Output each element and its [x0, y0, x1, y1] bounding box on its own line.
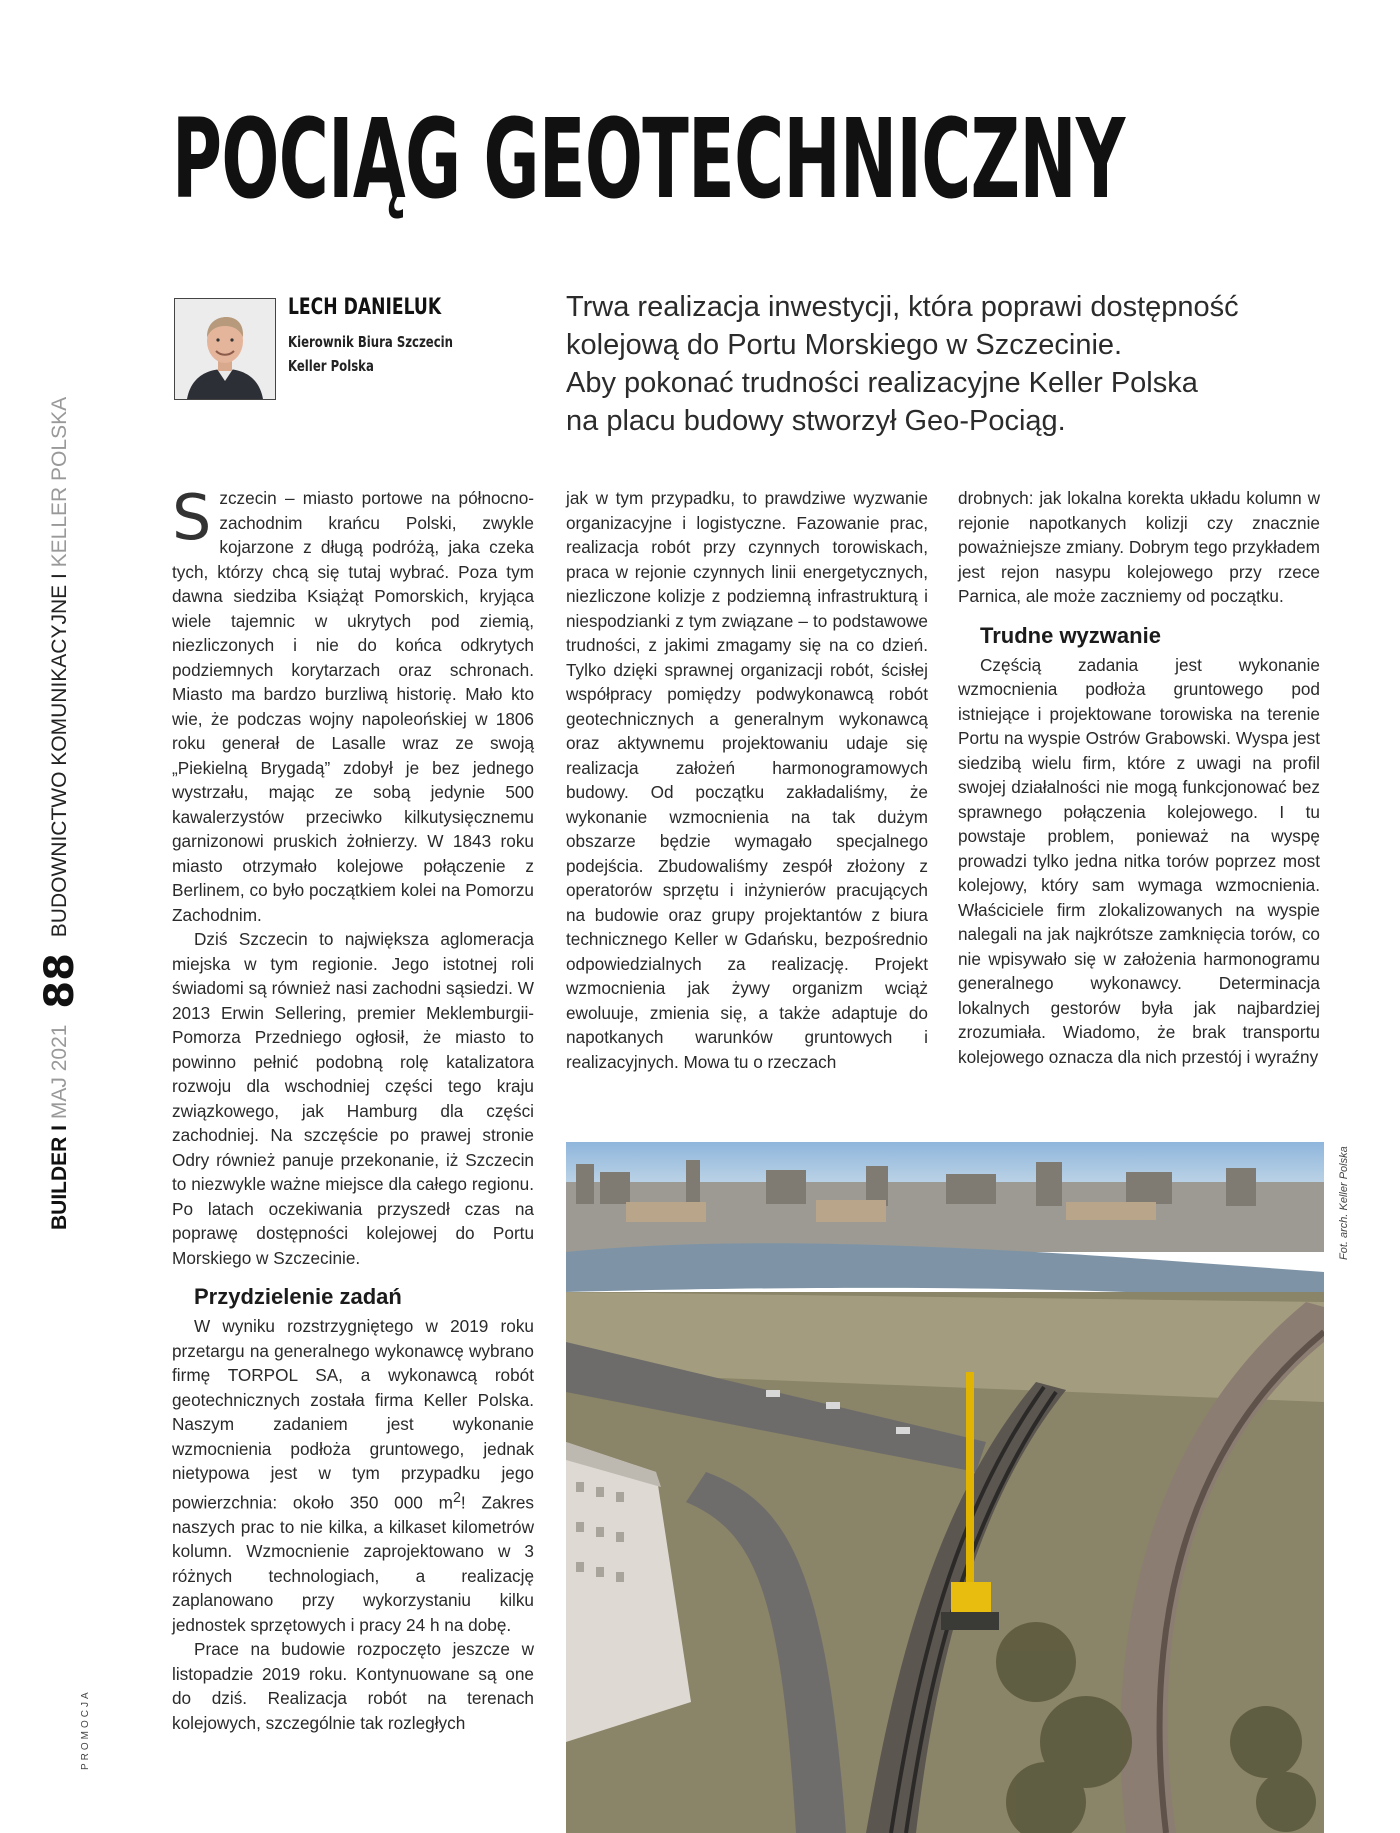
paragraph-text: W wyniku rozstrzygniętego w 2019 roku przetargu na generalnego wykonawcę wybrano firmę TORPOL SA, a wykonawcą robót geotechnicznych została firma Keller Polska. Naszym zadaniem jest wykonanie wzmocnienia podłoża gruntowego, jednak nietypowa jest w tym przypadku jego powierzchnia: około 350 000 m: [172, 1316, 534, 1513]
article-column-1: [172, 481, 534, 1735]
paragraph: drobnych: jak lokalna korekta układu kolumn w rejonie napotkanych kolizji czy znacznie poważniejsze zmiany. Dobrym tego przykładem jest rejon nasypu kolejowego przy rzece Parnica, ale może zaczniemy od początku.: [958, 488, 1320, 606]
author-portrait-image: [175, 299, 275, 399]
aerial-construction-photo: [566, 1142, 1324, 1833]
paragraph-text: zczecin – miasto portowe na północno-zachodnim krańcu Polski, zwykle kojarzone z długą podróżą, jaka czeka tych, którzy chcą się tutaj wybrać. Poza tym dawna siedziba Książąt Pomorskich, kryjąca wiele tajemnic w ukrytych pod ziemią, niezliczonych i nie do końca odkrytych podziemnych korytarzach oraz schronach. Miasto ma bardzo burzliwą historię. Mało kto wie, że podczas wojny napoleońskiej w 1806 roku generał de Lasalle wraz ze swoją „Piekielną Brygadą” zdobył je bez jednego wystrzału, mając ze sobą jedynie 500 kawalerzystów przeciwko kilkutysięcznemu garnizonowi pruskich żołnierzy. W 1843 roku miasto otrzymało kolejowe połączenie z Berlinem, co było początkiem kolei na Pomorzu Zachodnim.: [172, 488, 534, 925]
section-heading: Przydzielenie zadań: [194, 1284, 402, 1309]
article-lead: [566, 288, 1306, 440]
paragraph: [172, 1314, 534, 1637]
separator: I: [48, 1124, 71, 1131]
author-role: [288, 330, 453, 378]
paragraph: Dziś Szczecin to największa aglomeracja miejska w tym regionie. Jego istotnej roli świadomi są również nasi zachodni sąsiedzi. W 2013 Erwin Sellering, premier Meklemburgii-Pomorza Przedniego ogłosił, że miasto to powinno pełnić podobną rolę katalizatora rozwoju dla wschodniej części tego kraju związkowego, jak Hamburg dla części zachodniej. Na szczęście po prawej stronie Odry również panuje przekonanie, iż Szczecin to niezwykle ważne miejsce dla całego regionu. Po latach oczekiwania przyszedł czas na poprawę dostępności kolejowej do Portu Morskiego w Szczecinie.: [172, 929, 534, 1268]
author-company-line: Keller Polska: [288, 357, 374, 375]
article-title: POCIĄG GEOTECHNICZNY: [172, 95, 1125, 223]
promo-label: PROMOCJA: [80, 1689, 91, 1770]
section-name: BUDOWNICTWO KOMUNIKACYJNE: [48, 584, 71, 938]
article-column-3: [958, 486, 1320, 1069]
drop-cap: S: [172, 481, 212, 554]
author-name: LECH DANIELUK: [288, 295, 442, 320]
running-head: [37, 396, 84, 1230]
photo-credit: Fot. arch. Keller Polska: [1338, 1146, 1350, 1260]
lead-line: Aby pokonać trudności realizacyjne Keller Polska: [566, 367, 1198, 399]
paragraph: Prace na budowie rozpoczęto jeszcze w listopadzie 2019 roku. Kontynuowane są one do dziś. Realizacja robót na terenach kolejowych, szczególnie tak rozległych: [172, 1639, 534, 1733]
paragraph: Częścią zadania jest wykonanie wzmocnienia podłoża gruntowego pod istniejące i projektowane torowiska na terenie Portu na wyspie Ostrów Grabowski. Wyspa jest siedzibą wielu firm, które z uwagi na profil swojej działalności nie mogą funkcjonować bez sprawnego połączenia kolejowego. I tu powstaje problem, ponieważ na wyspę prowadzi tylko jedna nitka torów poprzez most kolejowy, który sam wymaga wzmocnienia. Właściciele firm zlokalizowanych na wyspie nalegali na jak najkrótsze zamknięcia torów, co nie wpisywało się w założenia harmonogramu generalnego wykonawcy. Determinacja lokalnych gestorów była jak najbardziej zrozumiała. Wiadomo, że brak transportu kolejowego oznacza dla nich przestój i wyraźny: [958, 654, 1320, 1067]
author-photo: [174, 298, 276, 400]
company-name: KELLER POLSKA: [48, 396, 71, 568]
section-heading: Trudne wyzwanie: [980, 622, 1161, 648]
lead-line: Trwa realizacja inwestycji, która poprawi dostępność: [566, 291, 1239, 323]
paragraph-text: ! Zakres naszych prac to nie kilka, a kilkaset kilometrów kolumn. Wzmocnienie zaprojektowano w 3 różnych technologiach, a realizację zaplanowano przy wykorzystaniu kilku jednostek sprzętowych i pracy 24 h na dobę.: [172, 1492, 534, 1635]
page-number: 88: [37, 953, 84, 1009]
paragraph: [172, 481, 534, 927]
article-column-2: [566, 486, 928, 1074]
superscript: 2: [452, 1489, 461, 1506]
lead-line: kolejową do Portu Morskiego w Szczecinie.: [566, 329, 1123, 361]
author-role-line: Kierownik Biura Szczecin: [288, 333, 454, 351]
lead-line: na placu budowy stworzył Geo-Pociąg.: [566, 405, 1066, 437]
separator: I: [48, 573, 71, 580]
construction-site-image: [566, 1142, 1324, 1833]
magazine-name: BUILDER: [48, 1136, 71, 1230]
paragraph: jak w tym przypadku, to prawdziwe wyzwanie organizacyjne i logistyczne. Fazowanie prac, realizacja robót przy czynnych torowiskach, praca w rejonie czynnych linii energetycznych, niezliczone kolizje z podziemną infrastrukturą i niespodzianki z tym związane – to podstawowe trudności, z jakimi zmagamy się na co dzień. Tylko dzięki sprawnej organizacji robót, ścisłej współpracy pomiędzy podwykonawcą robót geotechnicznych a generalnym wykonawcą oraz aktywnemu projektowaniu udaje się realizacja założeń harmonogramowych budowy. Od początku zakładaliśmy, że wykonanie wzmocnienia na tak dużym obszarze będzie wymagało specjalnego podejścia. Zbudowaliśmy zespół złożony z operatorów sprzętu i inżynierów pracujących na budowie oraz grupy projektantów z biura technicznego Keller w Gdańsku, bezpośrednio odpowiedzialnych za realizację. Projekt wzmocnienia jak żywy organizm wciąż ewoluuje, zmienia się, a także adaptuje do napotkanych warunków gruntowych i realizacyjnych. Mowa tu o rzeczach: [566, 488, 928, 1072]
issue-date: MAJ 2021: [48, 1024, 71, 1120]
